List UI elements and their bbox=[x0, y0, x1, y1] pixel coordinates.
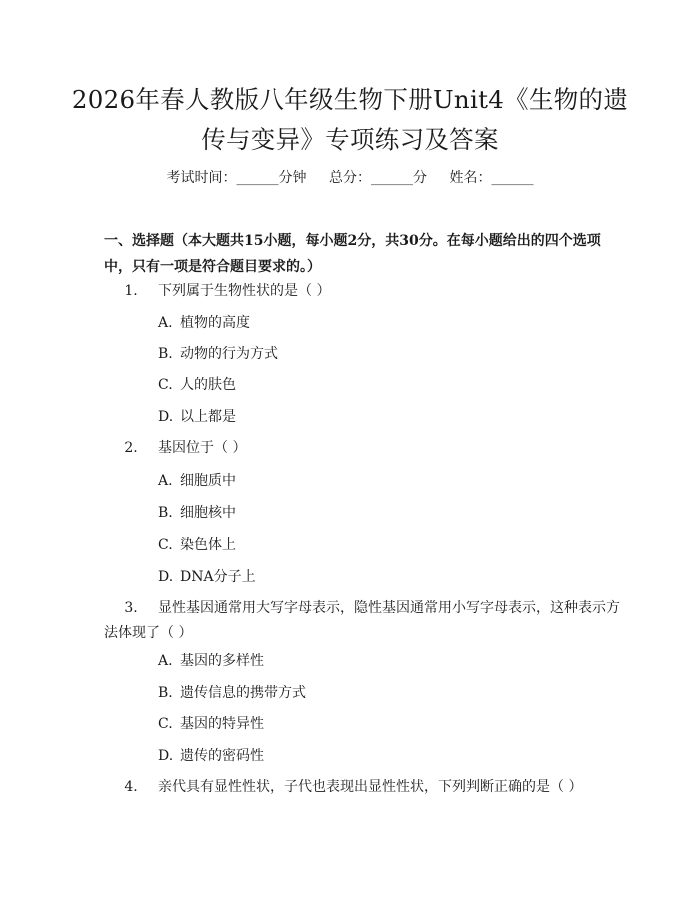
option-2c bbox=[158, 535, 598, 555]
exam-info bbox=[0, 168, 700, 188]
option-text: 以上都是 bbox=[180, 409, 236, 425]
question-text: 显性基因通常用大写字母表示，隐性基因通常用小写字母表示，这种表示方法体现了（ ） bbox=[104, 600, 620, 641]
option-text: 动物的行为方式 bbox=[180, 346, 278, 362]
option-letter: B. bbox=[158, 505, 173, 521]
option-letter: B. bbox=[158, 346, 173, 362]
option-2b bbox=[158, 503, 598, 523]
option-letter: D. bbox=[158, 569, 174, 585]
exam-time: 考试时间：______分钟 bbox=[166, 170, 307, 186]
option-letter: A. bbox=[158, 473, 173, 489]
option-text: 基因的多样性 bbox=[180, 653, 264, 669]
document-title: 2026年春人教版八年级生物下册Unit4《生物的遗传与变异》专项练习及答案 bbox=[71, 85, 629, 154]
question-number: 3. bbox=[124, 600, 138, 616]
question-2 bbox=[104, 436, 624, 461]
option-letter: D. bbox=[158, 748, 174, 764]
option-letter: B. bbox=[158, 685, 173, 701]
section-heading: 一、选择题（本大题共15小题，每小题2分，共30分。在每小题给出的四个选项中，只有一项是符合题目要求的。） bbox=[104, 233, 601, 275]
question-number: 2. bbox=[124, 440, 138, 456]
option-text: 植物的高度 bbox=[180, 315, 250, 331]
option-text: 染色体上 bbox=[180, 537, 236, 553]
option-2a bbox=[158, 471, 598, 491]
option-text: 人的肤色 bbox=[180, 377, 236, 393]
question-text: 基因位于（ ） bbox=[158, 440, 247, 456]
question-4 bbox=[104, 775, 624, 800]
option-text: 细胞核中 bbox=[180, 505, 236, 521]
option-2d bbox=[158, 567, 598, 587]
question-1 bbox=[104, 279, 624, 304]
option-1b bbox=[158, 344, 598, 364]
question-text: 下列属于生物性状的是（ ） bbox=[158, 283, 331, 299]
option-letter: A. bbox=[158, 653, 173, 669]
option-letter: C. bbox=[158, 377, 173, 393]
option-text: 细胞质中 bbox=[180, 473, 236, 489]
option-letter: D. bbox=[158, 409, 174, 425]
option-3d bbox=[158, 746, 598, 766]
option-1c bbox=[158, 375, 598, 395]
exam-score: 总分：______分 bbox=[329, 170, 427, 186]
question-3 bbox=[104, 596, 624, 646]
question-text: 亲代具有显性性状，子代也表现出显性性状，下列判断正确的是（ ） bbox=[158, 779, 583, 795]
option-letter: C. bbox=[158, 537, 173, 553]
question-number: 1. bbox=[124, 283, 138, 299]
option-text: 遗传信息的携带方式 bbox=[180, 685, 306, 701]
option-letter: C. bbox=[158, 716, 173, 732]
option-text: DNA分子上 bbox=[180, 569, 256, 585]
option-3a bbox=[158, 651, 598, 671]
option-letter: A. bbox=[158, 315, 173, 331]
option-3c bbox=[158, 714, 598, 734]
option-text: 基因的特异性 bbox=[180, 716, 264, 732]
option-text: 遗传的密码性 bbox=[180, 748, 264, 764]
option-1a bbox=[158, 313, 598, 333]
question-number: 4. bbox=[124, 779, 138, 795]
student-name: 姓名：______ bbox=[449, 170, 534, 186]
option-1d bbox=[158, 407, 598, 427]
option-3b bbox=[158, 683, 598, 703]
